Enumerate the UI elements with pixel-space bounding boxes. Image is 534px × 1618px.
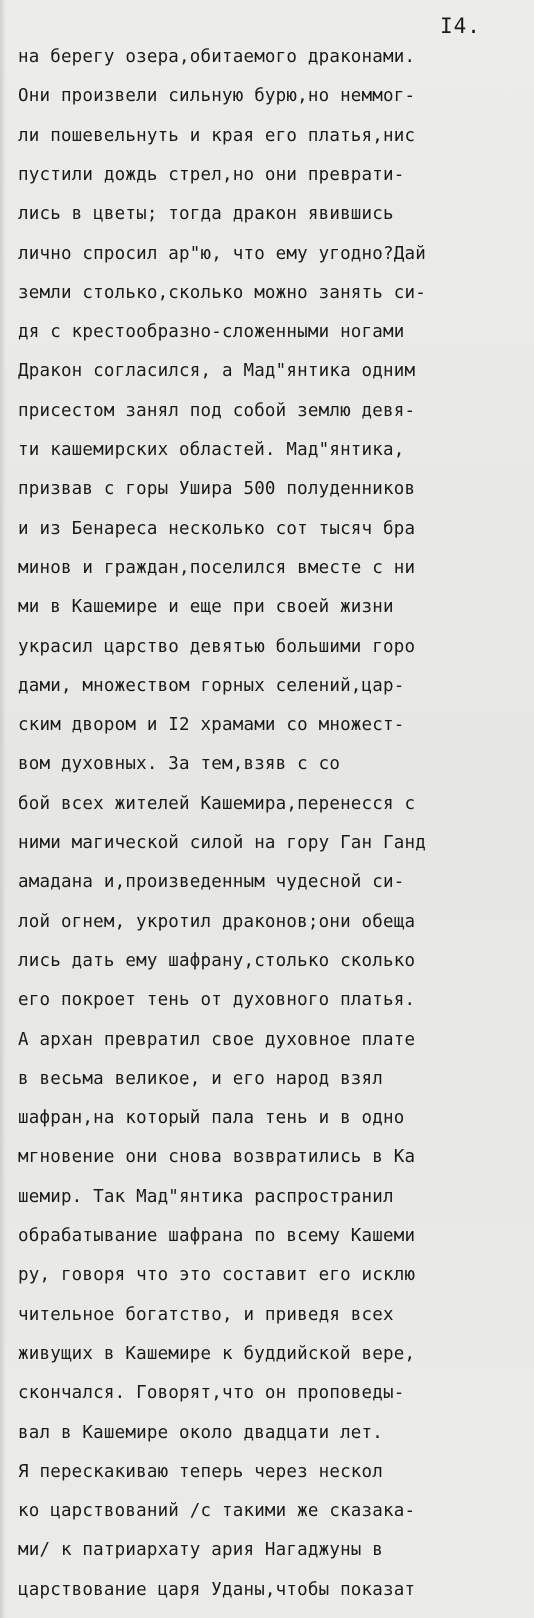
text-line: лись в цветы; тогда дракон явившись xyxy=(18,204,394,224)
text-line: вом духовных. За тем,взяв с со xyxy=(18,754,341,774)
text-line: чительное богатство, и приведя всех xyxy=(18,1305,394,1325)
page-edge-shadow xyxy=(0,0,6,1618)
text-line: амадана и,произведенным чудесной си- xyxy=(18,872,405,892)
page-number: I4. xyxy=(440,14,481,38)
text-line: скончался. Говорят,что он проповеды- xyxy=(18,1383,405,1403)
text-line: лись дать ему шафрану,столько сколько xyxy=(18,951,416,971)
text-line: ми в Кашемире и еще при своей жизни xyxy=(18,597,394,617)
text-line: земли столько,сколько можно занять си- xyxy=(18,283,426,303)
text-line: шафран,на который пала тень и в одно xyxy=(18,1108,405,1128)
text-line: царствование царя Уданы,чтобы показат xyxy=(18,1580,416,1600)
text-line: в весьма великое, и его народ взял xyxy=(18,1069,384,1089)
text-line: на берегу озера,обитаемого драконами. xyxy=(18,47,416,67)
text-line: дя с крестообразно-сложенными ногами xyxy=(18,322,405,342)
text-line: бой всех жителей Кашемира,перенесся с xyxy=(18,794,416,814)
text-line: ру, говоря что это составит его исклю xyxy=(18,1265,416,1285)
text-line: живущих в Кашемире к буддийской вере, xyxy=(18,1344,416,1364)
text-line: пустили дождь стрел,но они преврати- xyxy=(18,165,405,185)
text-line: ти кашемирских областей. Мад"янтика, xyxy=(18,440,405,460)
text-line: А архан превратил свое духовное плате xyxy=(18,1030,416,1050)
text-line: присестом занял под собой землю девя- xyxy=(18,401,416,421)
text-line: призвав с горы Ушира 500 полуденников xyxy=(18,479,416,499)
text-line: минов и граждан,поселился вместе с ни xyxy=(18,558,416,578)
text-line: и из Бенареса несколько сот тысяч бра xyxy=(18,519,416,539)
text-line: лой огнем, укротил драконов;они обеща xyxy=(18,912,416,932)
text-line: мгновение они снова возвратились в Ка xyxy=(18,1147,416,1167)
text-line: вал в Кашемире около двадцати лет. xyxy=(18,1423,384,1443)
text-line: лично спросил ар"ю, что ему угодно?Дай xyxy=(18,244,426,264)
text-line: ли пошевельнуть и края его платья,нис xyxy=(18,126,416,146)
text-line: дами, множеством горных селений,цар- xyxy=(18,676,405,696)
text-line: ко царствований /с такими же сказака- xyxy=(18,1501,416,1521)
text-line: Я перескакиваю теперь через нескол xyxy=(18,1462,384,1482)
text-line: шемир. Так Мад"янтика распространил xyxy=(18,1187,394,1207)
text-line: Дракон согласился, а Мад"янтика одним xyxy=(18,361,416,381)
text-line: украсил царство девятью большими горо xyxy=(18,637,416,657)
text-line: ними магической силой на гору Ган Ганд xyxy=(18,833,426,853)
text-line: ми/ к патриархату ария Нагаджуны в xyxy=(18,1540,384,1560)
text-line: ским двором и I2 храмами со множест- xyxy=(18,715,405,735)
text-line: Они произвели сильную бурю,но неммог- xyxy=(18,86,416,106)
text-line: обрабатывание шафрана по всему Кашеми xyxy=(18,1226,416,1246)
text-line: его покроет тень от духовного платья. xyxy=(18,990,416,1010)
